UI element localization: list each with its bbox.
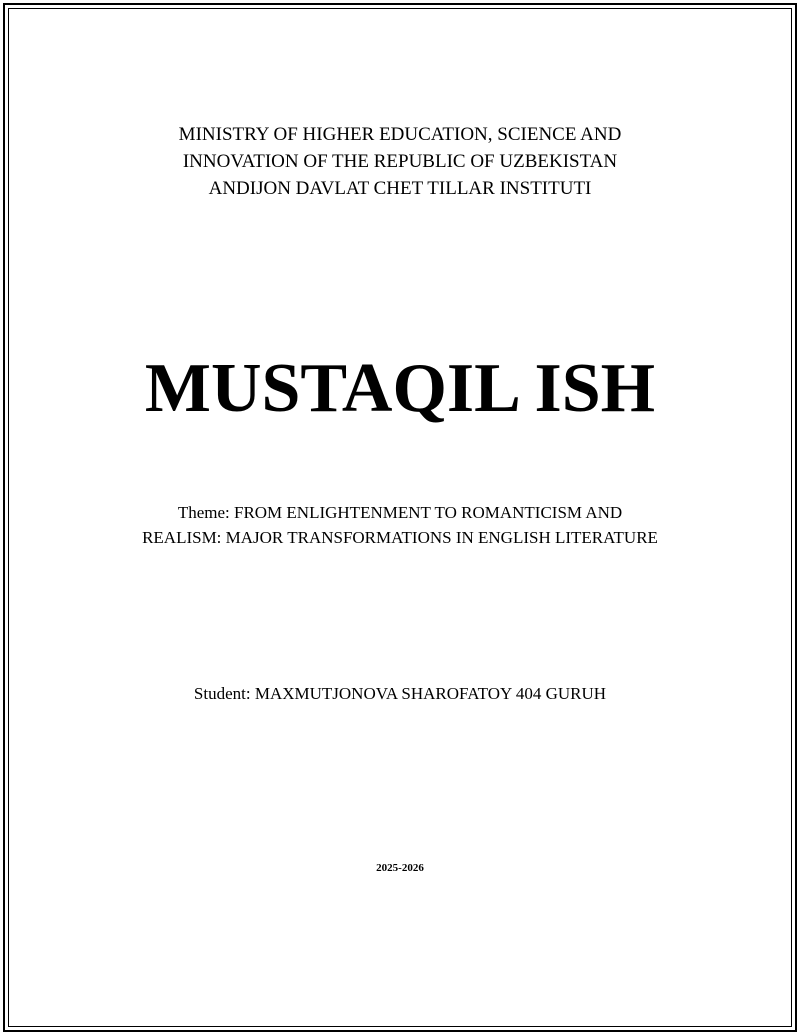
theme-line-1: Theme: FROM ENLIGHTENMENT TO ROMANTICISM AND — [177, 503, 623, 522]
institution-header-line-1: MINISTRY OF HIGHER EDUCATION, SCIENCE AND — [178, 124, 622, 145]
institution-header-line-2: INNOVATION OF THE REPUBLIC OF UZBEKISTAN — [182, 151, 618, 172]
document-title: MUSTAQIL ISH — [144, 350, 656, 427]
institution-header — [0, 121, 800, 202]
academic-year: 2025-2026 — [376, 862, 424, 874]
theme-block — [0, 500, 800, 550]
institution-header-line-3: ANDIJON DAVLAT CHET TILLAR INSTITUTI — [208, 178, 592, 199]
theme-line-2: REALISM: MAJOR TRANSFORMATIONS IN ENGLISH LITERATURE — [142, 528, 658, 547]
student-info: Student: MAXMUTJONOVA SHAROFATOY 404 GURUH — [193, 684, 607, 703]
